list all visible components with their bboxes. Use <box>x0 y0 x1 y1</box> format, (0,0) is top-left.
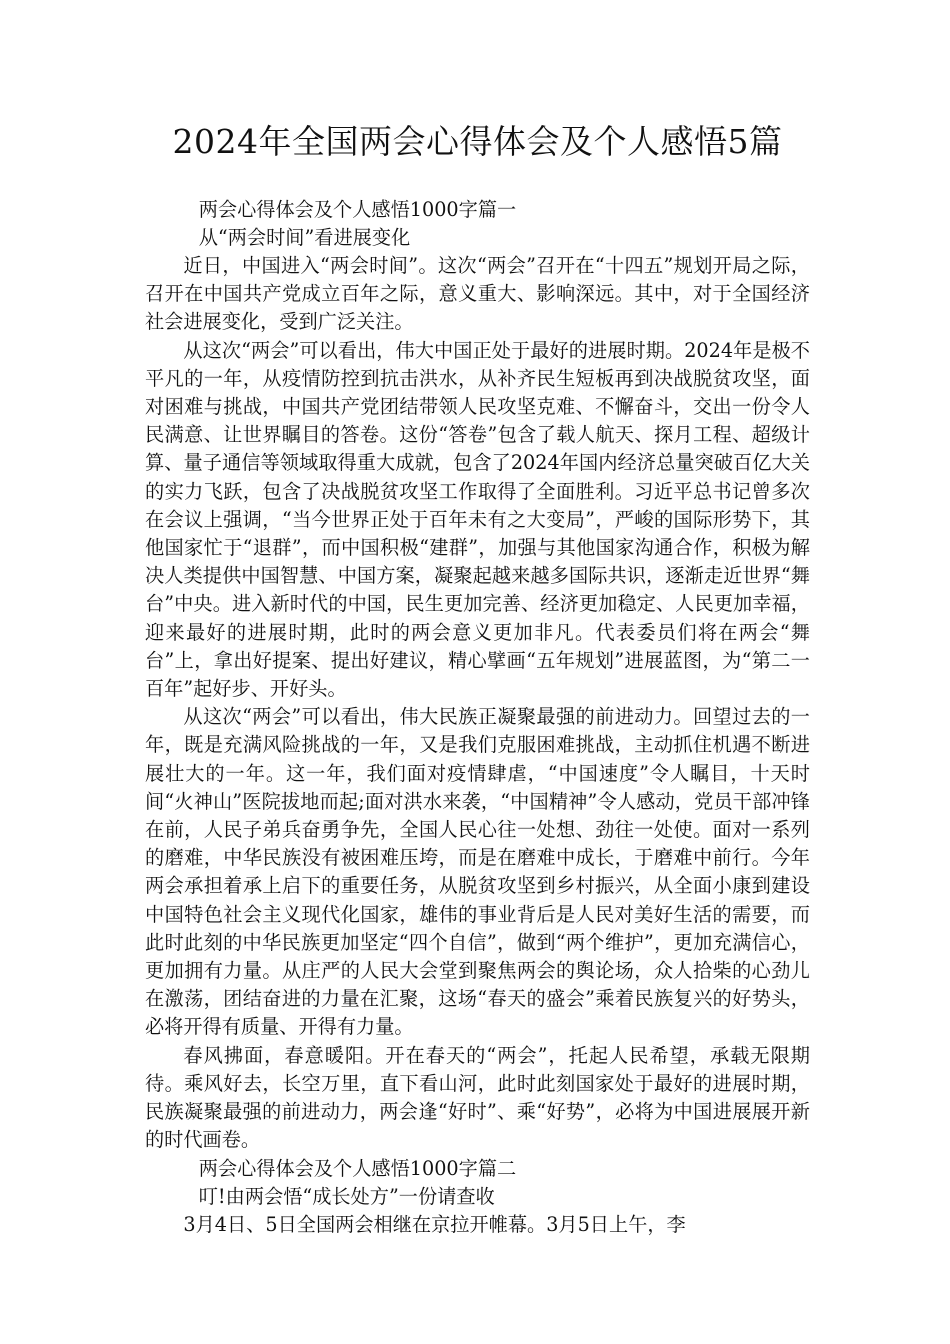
body-paragraph: 从这次“两会”可以看出，伟大民族正凝聚最强的前进动力。回望过去的一年，既是充满风险挑战的一年，又是我们克服困难挑战，主动抓住机遇不断进展壮大的一年。这一年，我们面对疫情肆虐，“中国速度”令人瞩目，十天时间“火神山”医院拔地而起;面对洪水来袭，“中国精神”令人感动，党员干部冲锋在前，人民子弟兵奋勇争先，全国人民心往一处想、劲往一处使。面对一系列的磨难，中华民族没有被困难压垮，而是在磨难中成长，于磨难中前行。今年两会承担着承上启下的重要任务，从脱贫攻坚到乡村振兴，从全面小康到建设中国特色社会主义现代化国家，雄伟的事业背后是人民对美好生活的需要，而此时此刻的中华民族更加坚定“四个自信”，做到“两个维护”，更加充满信心，更加拥有力量。从庄严的人民大会堂到聚焦两会的舆论场，众人拾柴的心劲儿在激荡，团结奋进的力量在汇聚，这场“春天的盛会”乘着民族复兴的好势头，必将开得有质量、开得有力量。 <box>145 705 810 1039</box>
section-heading: 两会心得体会及个人感悟1000字篇一 <box>198 197 517 221</box>
section-subheading: 从“两会时间”看进展变化 <box>198 225 411 249</box>
body-paragraph: 春风拂面，春意暖阳。开在春天的“两会”，托起人民希望，承载无限期待。乘风好去，长空万里，直下看山河，此时此刻国家处于最好的进展时期，民族凝聚最强的前进动力，两会逢“好时”、乘“好势”，必将为中国进展展开新的时代画卷。 <box>145 1043 810 1152</box>
body-paragraph: 从这次“两会”可以看出，伟大中国正处于最好的进展时期。2024年是极不平凡的一年，从疫情防控到抗击洪水，从补齐民生短板再到决战脱贫攻坚，面对困难与挑战，中国共产党团结带领人民攻坚克难、不懈奋斗，交出一份令人民满意、让世界瞩目的答卷。这份“答卷”包含了载人航天、探月工程、超级计算、量子通信等领域取得重大成就，包含了2024年国内经济总量突破百亿大关的实力飞跃，包含了决战脱贫攻坚工作取得了全面胜利。习近平总书记曾多次在会议上强调，“当今世界正处于百年未有之大变局”，严峻的国际形势下，其他国家忙于“退群”，而中国积极“建群”，加强与其他国家沟通合作，积极为解决人类提供中国智慧、中国方案，凝聚起越来越多国际共识，逐渐走近世界“舞台”中央。进入新时代的中国，民生更加完善、经济更加稳定、人民更加幸福，迎来最好的进展时期，此时的两会意义更加非凡。代表委员们将在两会“舞台”上，拿出好提案、提出好建议，精心擘画“五年规划”进展蓝图，为“第二一百年”起好步、开好头。 <box>145 338 810 701</box>
document-body <box>145 196 810 1240</box>
document-title: 2024年全国两会心得体会及个人感悟5篇 <box>172 122 783 161</box>
body-paragraph: 近日，中国进入“两会时间”。这次“两会”召开在“十四五”规划开局之际，召开在中国共产党成立百年之际，意义重大、影响深远。其中，对于全国经济社会进展变化，受到广泛关注。 <box>145 254 810 334</box>
section-heading: 两会心得体会及个人感悟1000字篇二 <box>198 1156 517 1180</box>
section-subheading: 叮!由两会悟“成长处方”一份请查收 <box>198 1184 495 1208</box>
body-paragraph: 3月4日、5日全国两会相继在京拉开帷幕。3月5日上午，李 <box>183 1212 686 1236</box>
